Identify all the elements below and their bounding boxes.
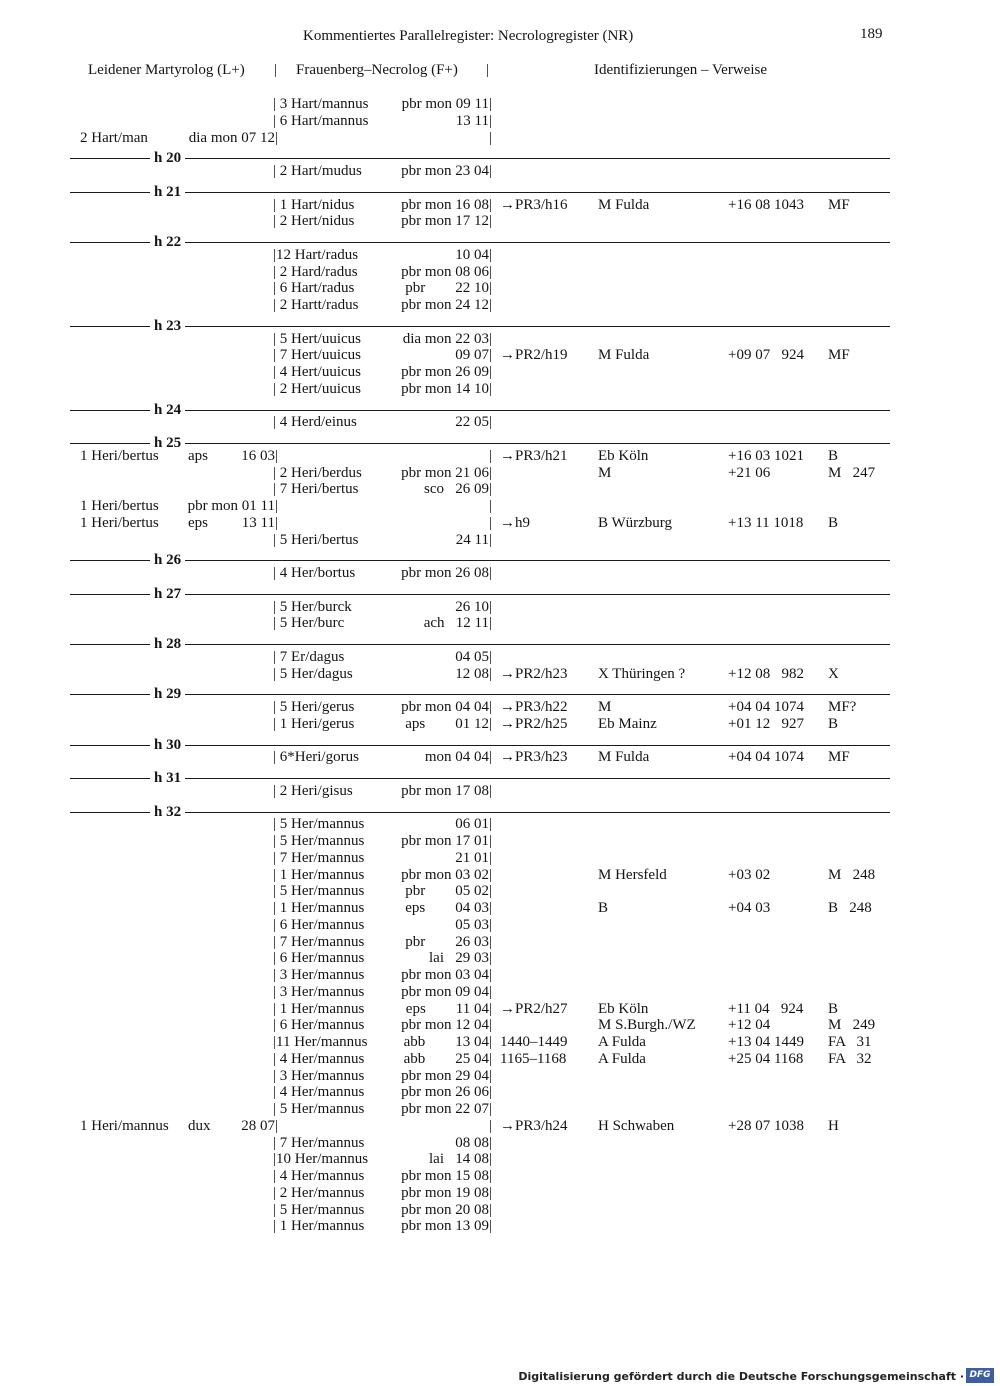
frauenberg-name: | 5 Heri/bertus — [273, 531, 359, 548]
cross-reference: →PR3/h24 — [500, 1117, 568, 1134]
cross-reference: →PR3/h22 — [500, 699, 568, 715]
frauenberg-name: | 3 Hart/mannus — [273, 96, 369, 112]
frauenberg-date: aps 01 12| — [405, 715, 492, 732]
frauenberg-name: | 4 Her/bortus — [273, 565, 356, 581]
frauenberg-date: eps 04 03| — [405, 900, 492, 916]
frauenberg-date: lai 14 08| — [429, 1151, 492, 1168]
death-date: +25 04 1168 — [728, 1050, 804, 1067]
frauenberg-name: | 5 Hert/uuicus — [273, 330, 361, 347]
death-date: +04 03 — [728, 900, 771, 916]
frauenberg-date: 24 11| — [455, 531, 492, 548]
section-rule — [70, 158, 890, 159]
funding-note: Digitalisierung gefördert durch die Deutsche Forschungsgemeinschaft · — [518, 1370, 964, 1383]
column-separator: | — [486, 62, 490, 78]
frauenberg-date: pbr mon 09 04| — [401, 983, 492, 1000]
identification-place: A Fulda — [598, 1050, 646, 1067]
frauenberg-date: | — [488, 498, 492, 514]
death-date: +28 07 1038 — [728, 1117, 804, 1134]
frauenberg-date: 05 03| — [455, 916, 492, 933]
identification-place: B — [598, 900, 609, 916]
frauenberg-date: abb 25 04| — [403, 1050, 492, 1067]
cross-reference: →PR3/h16 — [500, 196, 568, 213]
frauenberg-date: dia mon 22 03| — [402, 330, 492, 347]
frauenberg-name: | 2 Her/mannus — [273, 1184, 365, 1201]
frauenberg-name: | 2 Hert/nidus — [273, 213, 355, 230]
source-code: B 248 — [828, 900, 872, 916]
identification-place: A Fulda — [598, 1034, 646, 1050]
death-date: +13 04 1449 — [728, 1034, 804, 1050]
frauenberg-date: pbr mon 13 09| — [401, 1218, 492, 1235]
frauenberg-name: | 2 Hartt/radus — [273, 297, 359, 313]
section-heading: h 27 — [150, 586, 185, 603]
source-code: M 249 — [828, 1017, 876, 1034]
section-rule — [70, 812, 890, 813]
frauenberg-date: pbr mon 17 12| — [401, 213, 492, 230]
identification-place: B Würzburg — [598, 514, 673, 531]
section-rule — [70, 745, 890, 746]
identification-place: M — [598, 699, 612, 715]
leiden-name: 1 Heri/bertus — [80, 498, 159, 514]
source-code: MF? — [828, 699, 857, 715]
section-rule — [70, 778, 890, 779]
frauenberg-name: | 2 Heri/gisus — [273, 782, 353, 799]
source-code: X — [828, 665, 839, 682]
identification-place: X Thüringen ? — [598, 665, 686, 682]
frauenberg-name: | 6*Heri/gorus — [273, 749, 359, 766]
column-header-leiden: Leidener Martyrolog (L+) — [88, 62, 245, 78]
frauenberg-date: pbr mon 04 04| — [401, 699, 492, 715]
cross-reference: →PR2/h25 — [500, 715, 568, 732]
section-heading: h 25 — [150, 435, 185, 452]
leiden-name: 2 Hart/man — [80, 129, 148, 146]
frauenberg-date: pbr 05 02| — [405, 883, 492, 900]
frauenberg-date: pbr mon 26 09| — [401, 364, 492, 380]
source-code: H — [828, 1117, 839, 1134]
frauenberg-name: | 7 Her/mannus — [273, 1134, 365, 1151]
frauenberg-name: |12 Hart/radus — [273, 246, 359, 263]
identification-place: M Fulda — [598, 196, 650, 213]
frauenberg-date: pbr mon 19 08| — [401, 1184, 492, 1201]
frauenberg-name: | 3 Her/mannus — [273, 983, 365, 1000]
frauenberg-date: pbr mon 15 08| — [401, 1168, 492, 1184]
frauenberg-name: | 7 Er/dagus — [273, 648, 345, 665]
source-code: B — [828, 514, 839, 531]
identification-place: Eb Mainz — [598, 715, 657, 732]
frauenberg-name: | 4 Her/mannus — [273, 1050, 365, 1067]
cross-reference: 1440–1449 — [500, 1034, 568, 1050]
section-heading: h 31 — [150, 770, 185, 787]
frauenberg-name: | 5 Her/dagus — [273, 665, 353, 682]
section-heading: h 30 — [150, 737, 185, 754]
frauenberg-name: | 6 Her/mannus — [273, 1017, 365, 1034]
source-code: B — [828, 1000, 839, 1017]
leiden-rank: eps — [188, 514, 208, 531]
identification-place: M S.Burgh./WZ — [598, 1017, 696, 1034]
death-date: +01 12 927 — [728, 715, 804, 732]
frauenberg-date: 04 05| — [455, 648, 492, 665]
cross-reference: →PR2/h27 — [500, 1000, 568, 1017]
frauenberg-date: pbr mon 16 08| — [401, 196, 492, 213]
leiden-date: 16 03| — [241, 447, 278, 464]
frauenberg-name: | 1 Her/mannus — [273, 1218, 365, 1235]
death-date: +09 07 924 — [728, 347, 804, 364]
death-date: +04 04 1074 — [728, 749, 804, 766]
leiden-rank: aps — [188, 447, 208, 464]
section-heading: h 24 — [150, 402, 185, 419]
frauenberg-name: | 5 Her/mannus — [273, 1101, 365, 1117]
frauenberg-date: sco 26 09| — [424, 481, 492, 498]
section-rule — [70, 594, 890, 595]
frauenberg-name: | 4 Hert/uuicus — [273, 364, 361, 380]
frauenberg-name: | 5 Her/mannus — [273, 883, 365, 900]
page-number: 189 — [860, 26, 883, 42]
frauenberg-name: | 1 Hart/nidus — [273, 196, 355, 213]
identification-place: Eb Köln — [598, 1000, 649, 1017]
frauenberg-date: pbr mon 23 04| — [401, 163, 492, 179]
frauenberg-name: | 7 Heri/bertus — [273, 481, 359, 498]
frauenberg-name: | 1 Her/mannus — [273, 866, 365, 883]
frauenberg-name: | 1 Her/mannus — [273, 900, 365, 916]
section-rule — [70, 326, 890, 327]
column-header-frauenberg: Frauenberg–Necrolog (F+) — [296, 62, 458, 78]
frauenberg-date: ach 12 11| — [423, 615, 492, 632]
leiden-name: 1 Heri/bertus — [80, 447, 159, 464]
frauenberg-date: 09 07| — [455, 347, 492, 364]
death-date: +13 11 1018 — [728, 514, 804, 531]
section-heading: h 26 — [150, 552, 185, 569]
source-code: FA 31 — [828, 1034, 872, 1050]
frauenberg-name: |11 Her/mannus — [273, 1034, 368, 1050]
cross-reference: →h9 — [500, 514, 530, 531]
frauenberg-name: | 2 Hard/radus — [273, 263, 358, 280]
frauenberg-date: pbr mon 24 12| — [401, 297, 492, 313]
frauenberg-name: | 7 Her/mannus — [273, 849, 365, 866]
frauenberg-date: pbr mon 14 10| — [401, 380, 492, 397]
frauenberg-name: | 6 Her/mannus — [273, 950, 365, 967]
section-rule — [70, 644, 890, 645]
source-code: B — [828, 715, 839, 732]
frauenberg-name: | 7 Her/mannus — [273, 933, 365, 950]
frauenberg-name: | 2 Hert/uuicus — [273, 380, 361, 397]
frauenberg-name: | 6 Hart/mannus — [273, 112, 369, 129]
frauenberg-name: | 3 Her/mannus — [273, 967, 365, 983]
section-rule — [70, 192, 890, 193]
frauenberg-name: | 5 Her/mannus — [273, 1201, 365, 1218]
frauenberg-date: pbr mon 12 04| — [401, 1017, 492, 1034]
frauenberg-date: pbr mon 29 04| — [401, 1067, 492, 1084]
frauenberg-date: | — [488, 129, 492, 146]
death-date: +16 03 1021 — [728, 447, 804, 464]
frauenberg-name: |10 Her/mannus — [273, 1151, 369, 1168]
cross-reference: 1165–1168 — [500, 1050, 567, 1067]
frauenberg-date: lai 29 03| — [429, 950, 492, 967]
frauenberg-date: 06 01| — [455, 816, 492, 833]
section-heading: h 21 — [150, 184, 185, 201]
frauenberg-date: abb 13 04| — [403, 1034, 492, 1050]
frauenberg-name: | 5 Her/mannus — [273, 816, 365, 833]
identification-place: M Hersfeld — [598, 866, 667, 883]
source-code: MF — [828, 749, 850, 766]
frauenberg-date: pbr mon 08 06| — [401, 263, 492, 280]
frauenberg-name: | 5 Her/burc — [273, 615, 345, 632]
frauenberg-date: | — [488, 447, 492, 464]
section-rule — [70, 242, 890, 243]
leiden-name: 1 Heri/bertus — [80, 514, 159, 531]
section-rule — [70, 443, 890, 444]
frauenberg-date: 08 08| — [455, 1134, 492, 1151]
frauenberg-name: | 4 Herd/einus — [273, 414, 357, 431]
frauenberg-name: | 5 Her/burck — [273, 598, 352, 615]
frauenberg-date: 10 04| — [455, 246, 492, 263]
frauenberg-name: | 6 Hart/radus — [273, 280, 355, 297]
section-heading: h 20 — [150, 150, 185, 167]
section-rule — [70, 410, 890, 411]
column-separator: | — [274, 62, 278, 78]
source-code: B — [828, 447, 839, 464]
cross-reference: →PR2/h23 — [500, 665, 568, 682]
section-heading: h 22 — [150, 234, 185, 251]
frauenberg-name: | 2 Hart/mudus — [273, 163, 362, 179]
cross-reference: →PR2/h19 — [500, 347, 568, 364]
leiden-date: 13 11| — [241, 514, 278, 531]
frauenberg-date: pbr mon 03 04| — [401, 967, 492, 983]
frauenberg-date: 26 10| — [455, 598, 492, 615]
section-heading: h 29 — [150, 686, 185, 703]
death-date: +04 04 1074 — [728, 699, 804, 715]
frauenberg-date: 22 05| — [455, 414, 492, 431]
source-code: MF — [828, 347, 850, 364]
death-date: +03 02 — [728, 866, 771, 883]
leiden-rank: dux — [188, 1117, 211, 1134]
section-heading: h 23 — [150, 318, 185, 335]
frauenberg-name: | 5 Her/mannus — [273, 833, 365, 849]
death-date: +21 06 — [728, 464, 771, 481]
section-rule — [70, 560, 890, 561]
identification-place: M — [598, 464, 612, 481]
identification-place: M Fulda — [598, 347, 650, 364]
death-date: +16 08 1043 — [728, 196, 804, 213]
frauenberg-date: | — [488, 514, 492, 531]
frauenberg-date: pbr mon 20 08| — [401, 1201, 492, 1218]
source-code: MF — [828, 196, 850, 213]
leiden-date: 28 07| — [241, 1117, 278, 1134]
identification-place: H Schwaben — [598, 1117, 675, 1134]
running-title: Kommentiertes Parallelregister: Necrologregister (NR) — [303, 28, 634, 44]
source-code: M 247 — [828, 464, 876, 481]
footer — [0, 1366, 1000, 1386]
frauenberg-name: | 3 Her/mannus — [273, 1067, 365, 1084]
frauenberg-date: pbr mon 26 08| — [401, 565, 492, 581]
frauenberg-date: pbr mon 22 07| — [401, 1101, 492, 1117]
cross-reference: →PR3/h23 — [500, 749, 568, 766]
section-heading: h 32 — [150, 804, 185, 821]
frauenberg-date: pbr mon 17 08| — [401, 782, 492, 799]
frauenberg-date: pbr mon 26 06| — [401, 1084, 492, 1101]
frauenberg-date: pbr mon 17 01| — [401, 833, 492, 849]
death-date: +12 04 — [728, 1017, 771, 1034]
frauenberg-name: | 1 Her/mannus — [273, 1000, 365, 1017]
frauenberg-name: | 6 Her/mannus — [273, 916, 365, 933]
frauenberg-date: 12 08| — [455, 665, 492, 682]
frauenberg-date: 13 11| — [455, 112, 492, 129]
section-heading: h 28 — [150, 636, 185, 653]
leiden-name: 1 Heri/mannus — [80, 1117, 169, 1134]
frauenberg-name: | 7 Hert/uuicus — [273, 347, 361, 364]
frauenberg-date: eps 11 04| — [405, 1000, 492, 1017]
frauenberg-name: | 1 Heri/gerus — [273, 715, 355, 732]
frauenberg-date: pbr mon 09 11| — [401, 96, 492, 112]
dfg-logo: DFG — [966, 1368, 994, 1383]
frauenberg-name: | 2 Heri/berdus — [273, 464, 362, 481]
frauenberg-date: mon 04 04| — [424, 749, 492, 766]
frauenberg-date: pbr mon 03 02| — [401, 866, 492, 883]
death-date: +11 04 924 — [728, 1000, 804, 1017]
leiden-date: pbr mon 01 11| — [187, 498, 278, 514]
cross-reference: →PR3/h21 — [500, 447, 568, 464]
frauenberg-date: 21 01| — [455, 849, 492, 866]
source-code: M 248 — [828, 866, 876, 883]
frauenberg-name: | 4 Her/mannus — [273, 1084, 365, 1101]
column-header-identifications: Identifizierungen – Verweise — [594, 62, 767, 78]
section-rule — [70, 694, 890, 695]
frauenberg-name: | 4 Her/mannus — [273, 1168, 365, 1184]
frauenberg-name: | 5 Heri/gerus — [273, 699, 355, 715]
source-code: FA 32 — [828, 1050, 872, 1067]
frauenberg-date: pbr 22 10| — [405, 280, 492, 297]
identification-place: M Fulda — [598, 749, 650, 766]
leiden-date: dia mon 07 12| — [188, 129, 278, 146]
frauenberg-date: pbr 26 03| — [405, 933, 492, 950]
frauenberg-date: | — [488, 1117, 492, 1134]
death-date: +12 08 982 — [728, 665, 804, 682]
identification-place: Eb Köln — [598, 447, 649, 464]
frauenberg-date: pbr mon 21 06| — [401, 464, 492, 481]
